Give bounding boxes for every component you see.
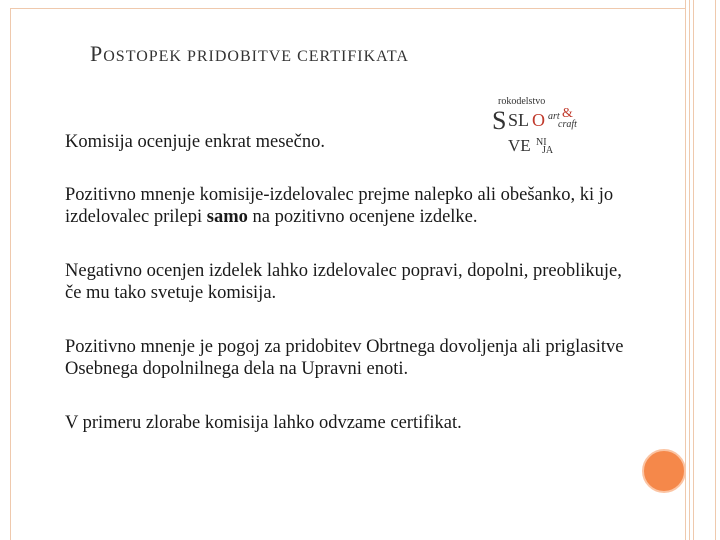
bullet-item: Pozitivno mnenje je pogoj za pridobitev Obrtnega dovoljenja ali priglasitve Osebnega dopolnilnega dela na Upravni enoti. [65,337,624,379]
svg-text:SL: SL [508,110,530,130]
accent-circle [642,449,686,493]
svg-text:VE: VE [508,136,531,155]
bullet-list [65,131,640,434]
side-stripes [680,0,720,540]
bullet-item: Pozitivno mnenje komisije-izdelovalec prejme nalepko ali obešanko, ki jo izdelovalec prilepi samo na pozitivno ocenjene izdelke. [65,185,614,227]
svg-text:S: S [492,106,507,135]
svg-text:rokodelstvo: rokodelstvo [498,96,546,107]
svg-text:NI: NI [536,137,547,148]
svg-text:JA: JA [542,145,554,155]
slide-title: POSTOPEK PRIDOBITVE CERTIFIKATA [90,41,409,66]
svg-text:craft: craft [558,119,577,130]
svg-text:&: & [562,106,573,121]
svg-text:O: O [532,110,545,130]
bold-emphasis: samo [206,207,248,227]
bullet-item: V primeru zlorabe komisija lahko odvzame certifikat. [65,413,462,433]
bullet-item: Negativno ocenjen izdelek lahko izdelovalec popravi, dopolni, preoblikuje, če mu tako svetuje komisija. [65,261,622,303]
svg-text:art: art [548,111,560,122]
bullet-item: Komisija ocenjuje enkrat mesečno. [65,132,325,152]
